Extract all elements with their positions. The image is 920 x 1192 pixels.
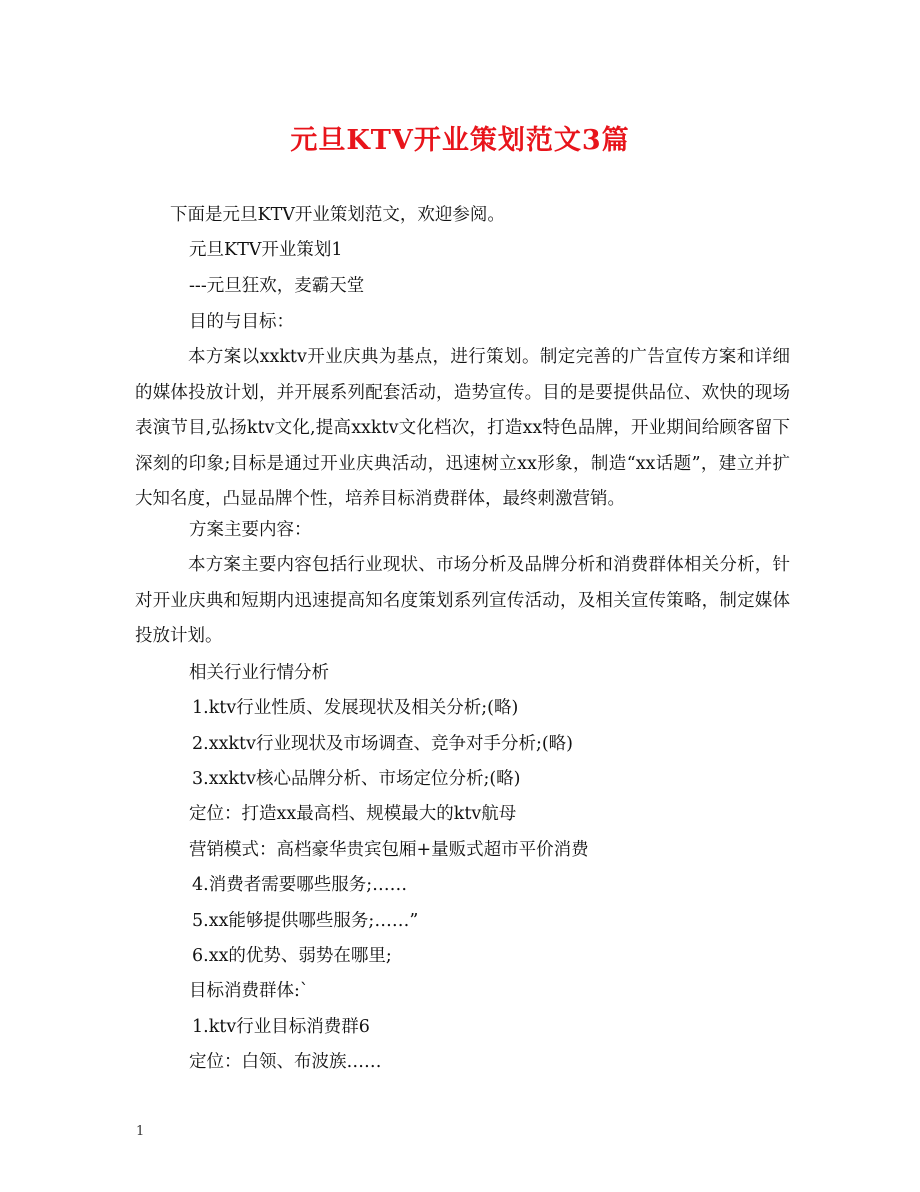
target-heading: 目标消费群体:` (189, 981, 309, 1001)
plan-title-line: 元旦KTV开业策划1 (189, 240, 343, 260)
content-paragraph: 本方案主要内容包括行业现状、市场分析及品牌分析和消费群体相关分析，针对开业庆典和短期内迅速提高知名度策划系列宣传活动，及相关宣传策略，制定媒体投放计划。 (135, 555, 790, 647)
document-title: 元旦KTV开业策划范文3篇 (290, 125, 630, 156)
subtitle-line: ---元旦狂欢，麦霸天堂 (189, 276, 365, 296)
list-item-1: 1.ktv行业性质、发展现状及相关分析;(略) (192, 698, 519, 718)
list-item-6: 6.xx的优势、弱势在哪里; (192, 946, 392, 966)
intro-line: 下面是元旦KTV开业策划范文，欢迎参阅。 (170, 205, 505, 225)
target-list-item-1: 1.ktv行业目标消费群6 (192, 1017, 370, 1037)
goal-heading: 目的与目标： (189, 312, 294, 332)
positioning-line: 定位：打造xx最高档、规模最大的ktv航母 (189, 804, 517, 824)
goal-paragraph: 本方案以xxktv开业庆典为基点，进行策划。制定完善的广告宣传方案和详细的媒体投放计划，并开展系列配套活动，造势宣传。目的是要提供品位、欢快的现场表演节目,弘扬ktv文化,提高xxktv文化档次，打造xx特色品牌，开业期间给顾客留下深刻的印象;目标是通过开业庆典活动，迅速树立xx形象，制造“xx话题”，建立并扩大知名度，凸显品牌个性，培养目标消费群体，最终刺激营销。 (135, 347, 790, 510)
list-item-5: 5.xx能够提供哪些服务;……” (192, 911, 419, 931)
list-item-4: 4.消费者需要哪些服务;…… (192, 875, 408, 895)
page-number: 1 (136, 1124, 145, 1139)
marketing-mode-line: 营销模式：高档豪华贵宾包厢+量贩式超市平价消费 (189, 840, 589, 860)
content-heading: 方案主要内容： (189, 520, 312, 540)
target-positioning-line: 定位：白领、布波族…… (189, 1052, 382, 1072)
list-item-3: 3.xxktv核心品牌分析、市场定位分析;(略) (192, 769, 521, 789)
industry-heading: 相关行业行情分析 (189, 663, 329, 683)
list-item-2: 2.xxktv行业现状及市场调查、竞争对手分析;(略) (192, 734, 574, 754)
